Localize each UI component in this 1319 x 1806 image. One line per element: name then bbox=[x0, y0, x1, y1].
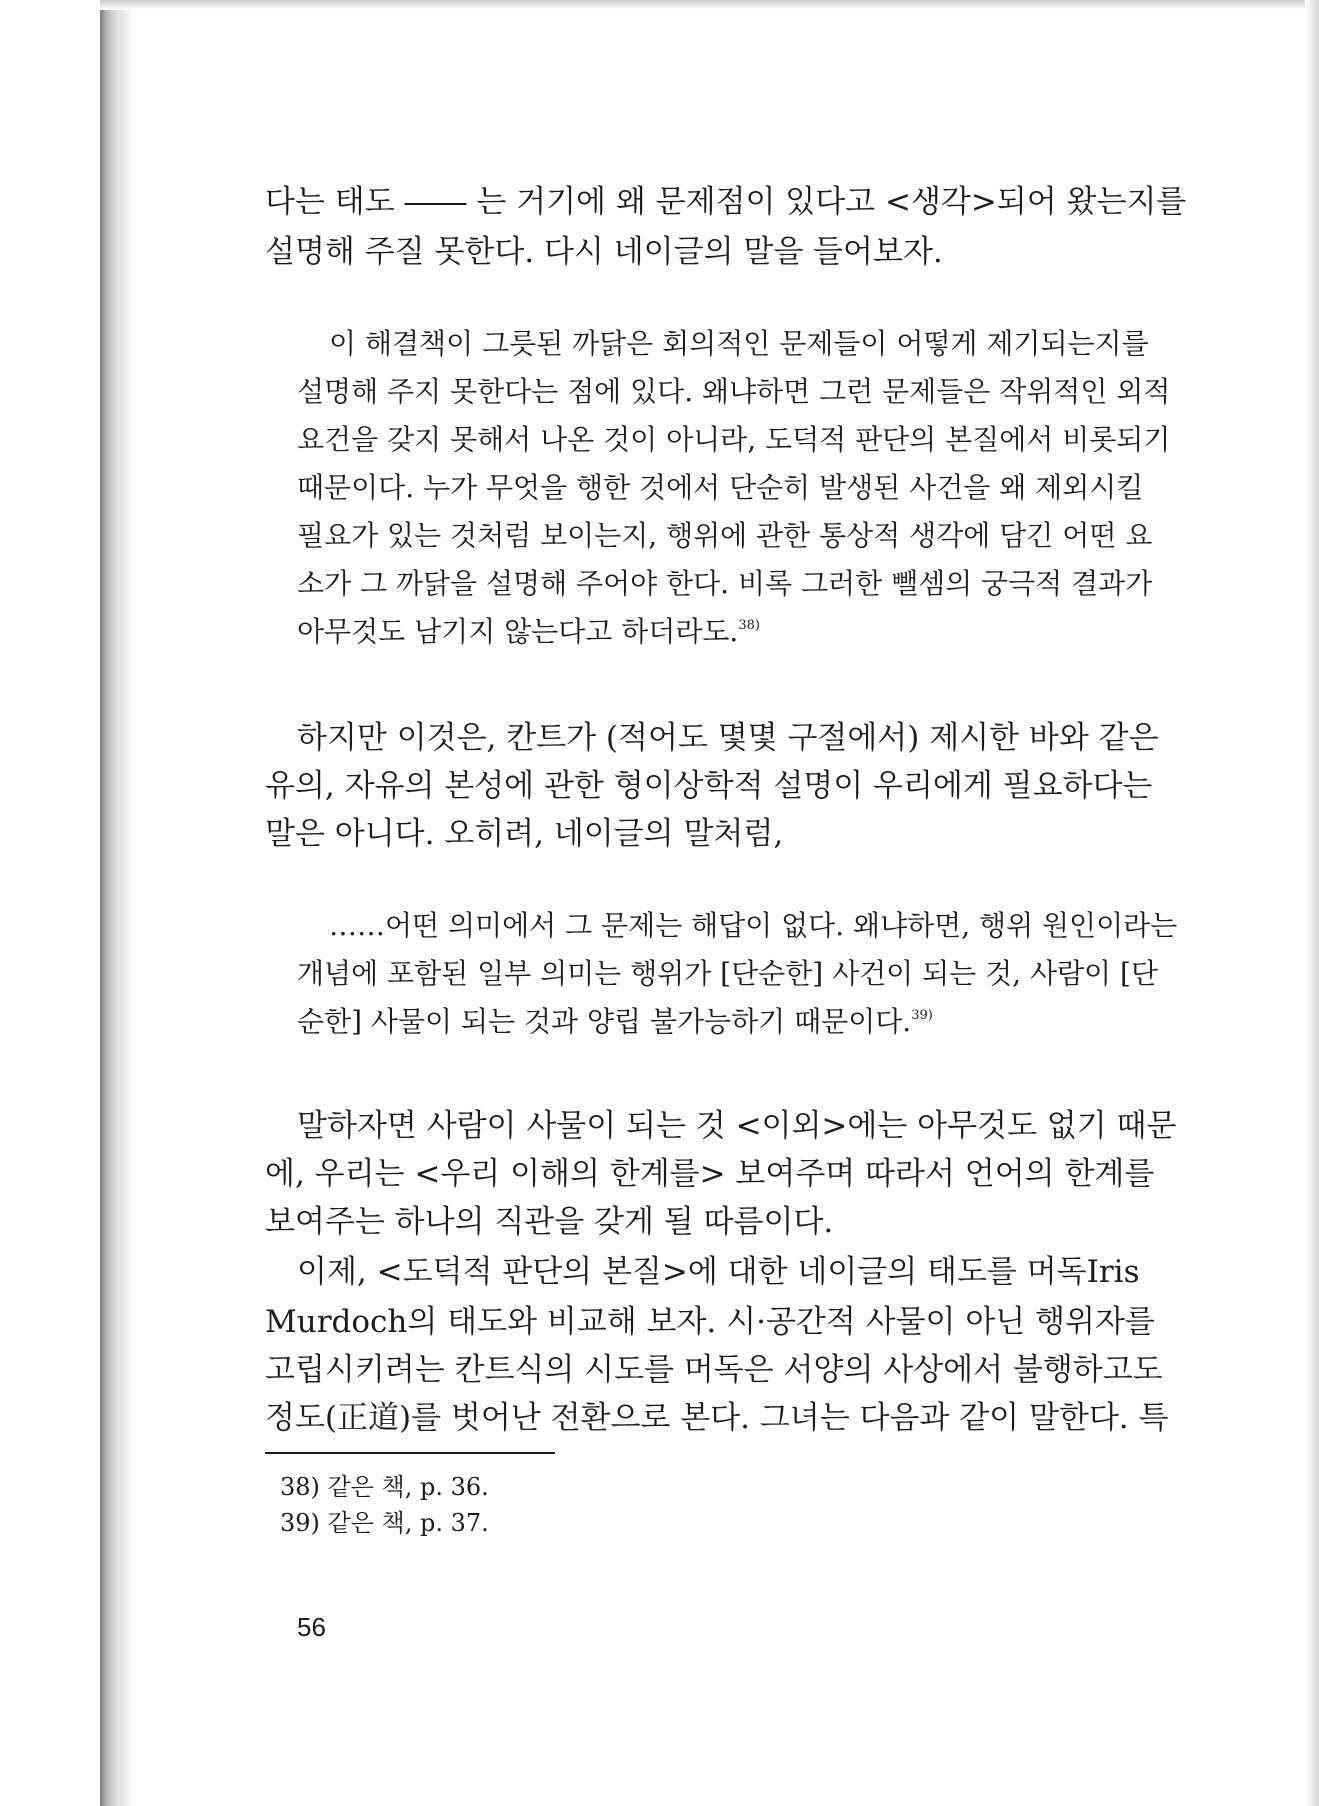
quote-1-line-6: 소가 그 까닭을 설명해 주어야 한다. 비록 그러한 뺄셈의 궁극적 결과가 bbox=[297, 567, 1153, 600]
quote-1-line-2: 설명해 주지 못한다는 점에 있다. 왜냐하면 그런 문제들은 작위적인 외적 bbox=[297, 375, 1171, 408]
quote-1-line-7 bbox=[297, 610, 1138, 650]
paragraph-1-line-2: 설명해 주질 못한다. 다시 네이글의 말을 들어보자. bbox=[265, 234, 943, 270]
paragraph-4-line-1: 이제, <도덕적 판단의 본질>에 대한 네이글의 태도를 머독Iris bbox=[297, 1254, 1140, 1290]
quote-1-line-1: 이 해결책이 그릇된 까닭은 회의적인 문제들이 어떻게 제기되는지를 bbox=[329, 327, 1149, 360]
page-number: 56 bbox=[297, 1612, 326, 1642]
quote-2-line-3-text: 순한] 사물이 되는 것과 양립 불가능하기 때문이다. bbox=[297, 1005, 912, 1038]
footnote-39: 39) 같은 책, p. 37. bbox=[280, 1509, 489, 1537]
book-binding-edge bbox=[100, 0, 120, 1806]
page-right-edge bbox=[1305, 0, 1319, 1806]
paragraph-4-line-3: 고립시키려는 칸트식의 시도를 머독은 서양의 사상에서 불행하고도 bbox=[265, 1352, 1163, 1388]
quote-2-line-1: ……어떤 의미에서 그 문제는 해답이 없다. 왜냐하면, 행위 원인이라는 bbox=[329, 909, 1178, 942]
footnote-38: 38) 같은 책, p. 36. bbox=[280, 1473, 489, 1501]
paragraph-2-line-1: 하지만 이것은, 칸트가 (적어도 몇몇 구절에서) 제시한 바와 같은 bbox=[297, 720, 1159, 756]
quote-1-line-3: 요건을 갖지 못해서 나온 것이 아니라, 도덕적 판단의 본질에서 비롯되기 bbox=[297, 423, 1171, 456]
paragraph-2-line-2: 유의, 자유의 본성에 관한 형이상학적 설명이 우리에게 필요하다는 bbox=[265, 768, 1153, 804]
binding-shadow bbox=[120, 0, 134, 1806]
quote-1-line-7-text: 아무것도 남기지 않는다고 하더라도. bbox=[297, 615, 739, 648]
quote-1-line-5: 필요가 있는 것처럼 보이는지, 행위에 관한 통상적 생각에 담긴 어떤 요 bbox=[297, 519, 1153, 552]
page-top-edge bbox=[100, 0, 1319, 10]
paragraph-1-line-1: 다는 태도 ―― 는 거기에 왜 문제점이 있다고 <생각>되어 왔는지를 bbox=[265, 184, 1187, 220]
paragraph-4-line-2: Murdoch의 태도와 비교해 보자. 시·공간적 사물이 아닌 행위자를 bbox=[265, 1304, 1155, 1340]
footnote-ref-39: 39) bbox=[911, 1008, 933, 1023]
quote-1-line-4: 때문이다. 누가 무엇을 행한 것에서 단순히 발생된 사건을 왜 제외시킬 bbox=[297, 471, 1144, 504]
paragraph-3-line-1: 말하자면 사람이 사물이 되는 것 <이외>에는 아무것도 없기 때문 bbox=[297, 1108, 1177, 1144]
footnote-rule bbox=[265, 1452, 555, 1454]
paragraph-3-line-2: 에, 우리는 <우리 이해의 한계를> 보여주며 따라서 언어의 한계를 bbox=[265, 1156, 1155, 1192]
quote-2-line-3 bbox=[297, 1000, 1138, 1040]
quote-2-line-2: 개념에 포함된 일부 의미는 행위가 [단순한] 사건이 되는 것, 사람이 [단 bbox=[297, 957, 1158, 990]
paragraph-2-line-3: 말은 아니다. 오히려, 네이글의 말처럼, bbox=[265, 816, 784, 852]
paragraph-3-line-3: 보여주는 하나의 직관을 갖게 될 따름이다. bbox=[265, 1204, 834, 1240]
footnote-ref-38: 38) bbox=[738, 618, 760, 633]
paragraph-4-line-4: 정도(正道)를 벗어난 전환으로 본다. 그녀는 다음과 같이 말한다. 특 bbox=[265, 1400, 1169, 1436]
